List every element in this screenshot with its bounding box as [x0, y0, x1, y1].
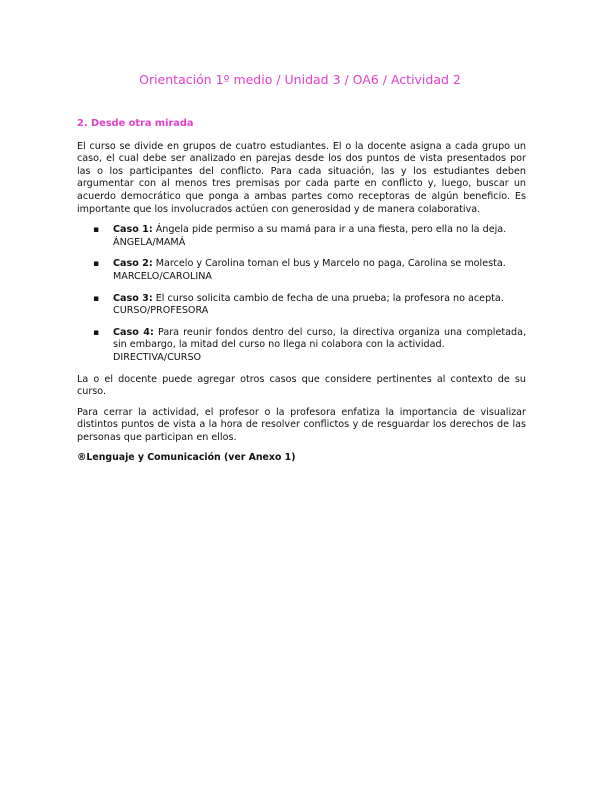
case-label: Caso 1: [113, 224, 153, 236]
bullet-icon: ▪ [93, 259, 100, 270]
case-label: Caso 3: [113, 292, 153, 304]
case-text: Ángela pide permiso a su mamá para ir a una fiesta, pero ella no la deja. [152, 224, 507, 236]
list-item-case-1 [77, 224, 526, 249]
case-tag: MARCELO/CAROLINA [113, 270, 212, 282]
intro-paragraph: El curso se divide en grupos de cuatro estudiantes. El o la docente asigna a cada grupo un caso, el cual debe ser analizado en parejas desde los dos puntos de vista presentados por las o los participantes del conflicto. Para cada situación, las y los estudiantes deben argumentar con al menos tres premisas por cada parte en conflicto y, luego, buscar un acuerdo democrático que ponga a ambas partes como receptoras de algún beneficio. Es importante que los involucrados actúen con generosidad y de manera colaborativa. [77, 140, 526, 215]
case-tag: DIRECTIVA/CURSO [113, 351, 202, 363]
bullet-icon: ▪ [93, 225, 100, 236]
case-text: Marcelo y Carolina toman el bus y Marcelo no paga, Carolina se molesta. [152, 258, 506, 270]
case-tag: ÁNGELA/MAMÁ [113, 236, 186, 248]
cross-reference-note: ®Lenguaje y Comunicación (ver Anexo 1) [77, 452, 296, 464]
section-title: 2. Desde otra mirada [77, 118, 194, 129]
list-item-case-2 [77, 258, 526, 283]
case-text: El curso solicita cambio de fecha de una prueba; la profesora no acepta. [152, 292, 504, 304]
cases-list [77, 224, 526, 364]
bullet-icon: ▪ [93, 293, 100, 304]
case-text: Para reunir fondos dentro del curso, la directiva organiza una completada, sin embargo, la mitad del curso no llega ni colabora con la actividad. [113, 326, 527, 351]
list-item-case-4 [77, 327, 526, 365]
bullet-icon: ▪ [93, 327, 100, 338]
case-label: Caso 2: [113, 258, 153, 270]
closing-paragraph: Para cerrar la actividad, el profesor o la profesora enfatiza la importancia de visualizar distintos puntos de vista a la hora de resolver conflictos y de resguardar los derechos de las personas que participan en ellos. [77, 406, 526, 443]
document-body [77, 118, 526, 465]
page-header-title: Orientación 1º medio / Unidad 3 / OA6 / Actividad 2 [139, 72, 461, 87]
list-item-case-3 [77, 293, 526, 318]
extra-cases-paragraph: La o el docente puede agregar otros casos que considere pertinentes al contexto de su curso. [77, 373, 526, 398]
case-label: Caso 4: [113, 326, 154, 338]
case-tag: CURSO/PROFESORA [113, 305, 209, 317]
